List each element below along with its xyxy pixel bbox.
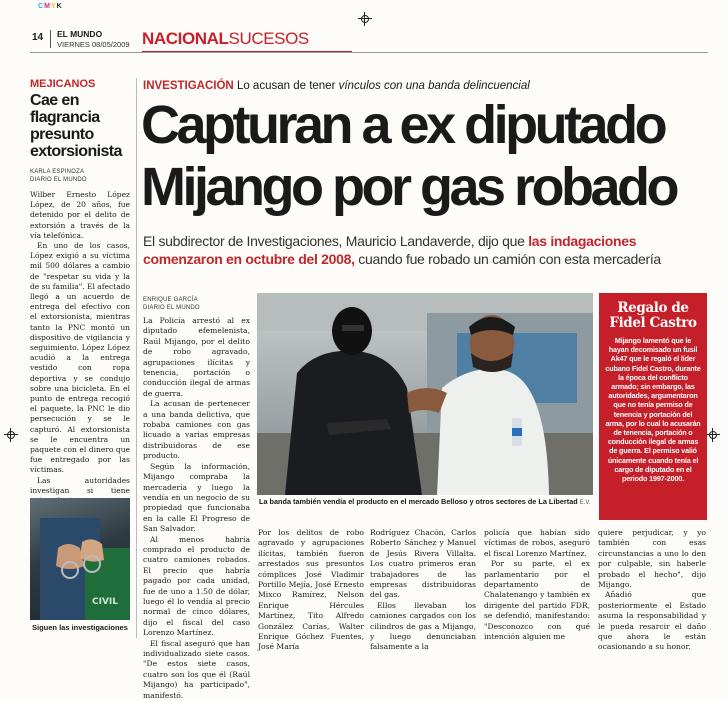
kicker-plain: Lo acusan de tener: [236, 80, 336, 92]
yellow-mark: Y: [50, 3, 57, 10]
article-paragraph: La Policía arrestó al ex diputado efemelenista, Raúl Mijango, por el delito de robo agravado, agrupaciones ilícitas y tenencia, portación o conducción ilegal de armas de guerra.: [143, 316, 250, 398]
article-paragraph: El fiscal aseguró que han individualizado siete casos. "De estos siete casos, cuatro son los que él (Raúl Mijango) ha participado", manifestó.: [143, 638, 250, 700]
magenta-mark: M: [44, 3, 51, 10]
article-paragraph: quiere perjudicar, y yo también con esas circunstancias a uno lo den por culpable, sin haberle probado el hecho", dijo Mijango.: [598, 528, 706, 590]
sidebar-author: KARLA ESPINOZA: [30, 169, 85, 175]
sidebar-photo-text: CIVIL: [92, 597, 119, 607]
article-column-2: [258, 528, 364, 653]
registration-mark-left: [4, 428, 18, 442]
article-paragraph: Por los delitos de robo agravado y agrupaciones ilícitas, también fueron arrestados sus presuntos cómplices José Vladimir Portillo Mejía, José Ernesto Mixco Ramírez, Nelson Enrique Hércules Martínez, Tito Alfredo González Carías, Walter Enrique Góchez Fuentes, José María: [258, 528, 364, 652]
article-column-5: [598, 528, 706, 653]
sidebar-paragraph: Wilber Ernesto López López, de 20 años, fue detenido por el delito de extorsión a través de la vía telefónica.: [30, 190, 130, 240]
sidebar-paragraph: En uno de los casos, López exigió a su víctima mil 500 dólares a cambio de "respetar su vida y la de su familia". El afectado llegó a un acuerdo de entrega del efectivo con el extorsionista, mientras tanto la PNC montó un dispositivo de vigilancia y seguimiento. López López acudió a la entrega vestido con ropa deportiva y se condujo sobre una bicicleta. En el punto de entrega recogió el paquete, la PNC le dio persecución y se le capturó. Al extorsionista se le encuentra un paquete con el dinero que fue entregado por las víctimas.: [30, 241, 130, 475]
section-name: NACIONAL: [142, 29, 229, 48]
arrest-photo-illustration: [257, 293, 593, 495]
article-column-3: [370, 528, 476, 653]
sidebar-outlet: DIARIO EL MUNDO: [30, 177, 87, 183]
paper-name: EL MUNDO: [57, 29, 103, 39]
story-label: INVESTIGACIÓN: [143, 80, 234, 92]
sidebar-kicker: MEJICANOS: [30, 78, 96, 90]
headline-line-2: Mijango por gas robado: [141, 157, 677, 217]
article-paragraph: Por su parte, el ex parlamentario por el departamento de Chalatenango y también ex dirigente del partido FDR, se defendió, manifestando: "Desconozco con qué intención alguien me: [484, 559, 590, 642]
page-number: 14: [32, 32, 44, 43]
main-outlet: DIARIO EL MUNDO: [143, 305, 200, 311]
info-box-body: Mijango lamentó que le hayan decomisado un fusil Ak47 que le regaló el líder cubano Fidel Castro, durante la época del conflicto armado; sin embargo, las autoridades, argumentaron que no tenía permiso de tenencia y portación del arma, por lo cual lo acusarán de tenencia, portación o conducción ilegal de armas de guerra. El permiso valió únicamente cuando tenía el cargo de diputado en el periodo 1997-2000.: [605, 336, 701, 484]
photo-credit: E.V.: [579, 500, 591, 506]
article-paragraph: Añadió que posteriormente el Estado asuma la responsabilidad y le pueda resarcir el daño que ahora le están ocasionando a su honor.: [598, 590, 706, 652]
article-paragraph: Según la información, Mijango compraba la mercadería y luego la vendía en un negocio de su propiedad que funcionaba en la calle El Progreso de San Salvador.: [143, 461, 250, 534]
masthead-rule: [30, 52, 708, 53]
article-paragraph: Ellos llevaban los camiones cargados con los cilindros de gas a Mijango, y luego denunciaban falsamente a la: [370, 600, 476, 652]
deck-part-a: El subdirector de Investigaciones, Mauricio Landaverde, dijo que: [143, 233, 525, 249]
sidebar-headline: Cae en flagrancia presunto extorsionista: [30, 92, 122, 160]
column-divider: [136, 78, 137, 638]
info-box-title: Regalo de Fidel Castro: [609, 300, 697, 331]
main-photo-caption: [259, 497, 595, 506]
kicker-italic: vínculos con una banda delincuencial: [338, 80, 530, 92]
cyan-mark: C: [38, 3, 45, 10]
subsection-name: SUCESOS: [228, 29, 309, 48]
main-author: ENRIQUE GARCÍA: [143, 297, 198, 303]
article-paragraph: Al menos habría comprado el producto de cuatro camiones robados. El precio que habría pagado por cada unidad, fue de uno a 1.50 de dólar, luego él lo vendía al precio normal de cinco dólares, dijo el fiscal del caso Lorenzo Martínez.: [143, 534, 250, 638]
masthead: [30, 26, 708, 54]
deck-highlight: las indagaciones comenzaron en octubre del 2008,: [143, 233, 637, 267]
deck-part-c: cuando fue robado un camión con esta mercadería: [358, 251, 661, 267]
section-tag: [142, 29, 352, 53]
handcuffed-hands-illustration: [30, 498, 130, 620]
sidebar-paragraph: Las autoridades investigan si tiene: [30, 475, 130, 495]
sidebar-body: [30, 190, 130, 547]
registration-mark-right: [706, 428, 720, 442]
photo-caption-text: La banda también vendía el producto en el mercado Belloso y otros sectores de La Libertad: [259, 497, 578, 506]
sidebar-story: [30, 78, 130, 638]
sidebar-photo-caption: Siguen las investigaciones: [32, 623, 128, 632]
story-deck: [143, 232, 708, 268]
sidebar-photo: [30, 498, 130, 620]
main-headline: [141, 94, 706, 218]
headline-line-1: Capturan a ex diputado: [141, 95, 665, 155]
photo-caption: [257, 293, 258, 294]
article-column-1: [143, 316, 250, 701]
issue-date: VIERNES 08/05/2009: [57, 40, 130, 49]
article-paragraph: Rodríguez Chacón, Carlos Roberto Sánchez y Manuel de Jesús Rivera Villalta. Los cuatro primeros eran trabajadores de las empresas distribuidoras del gas.: [370, 528, 476, 600]
registration-mark-top: [358, 12, 372, 26]
article-paragraph: policía que habían sido víctimas de robos, aseguró el fiscal Lorenzo Martínez.: [484, 528, 590, 558]
masthead-divider: [50, 30, 51, 48]
article-paragraph: La acusan de pertenecer a una banda delictiva, que robaba camiones con gas licuado a varias empresas distribuidoras de ese producto.: [143, 399, 250, 461]
black-mark: K: [56, 3, 63, 10]
info-box: [599, 293, 707, 520]
story-kicker: [143, 80, 530, 92]
color-registration-bar: [38, 3, 63, 10]
main-byline: [143, 296, 200, 312]
article-column-4: [484, 528, 590, 642]
main-photo: [257, 293, 593, 495]
